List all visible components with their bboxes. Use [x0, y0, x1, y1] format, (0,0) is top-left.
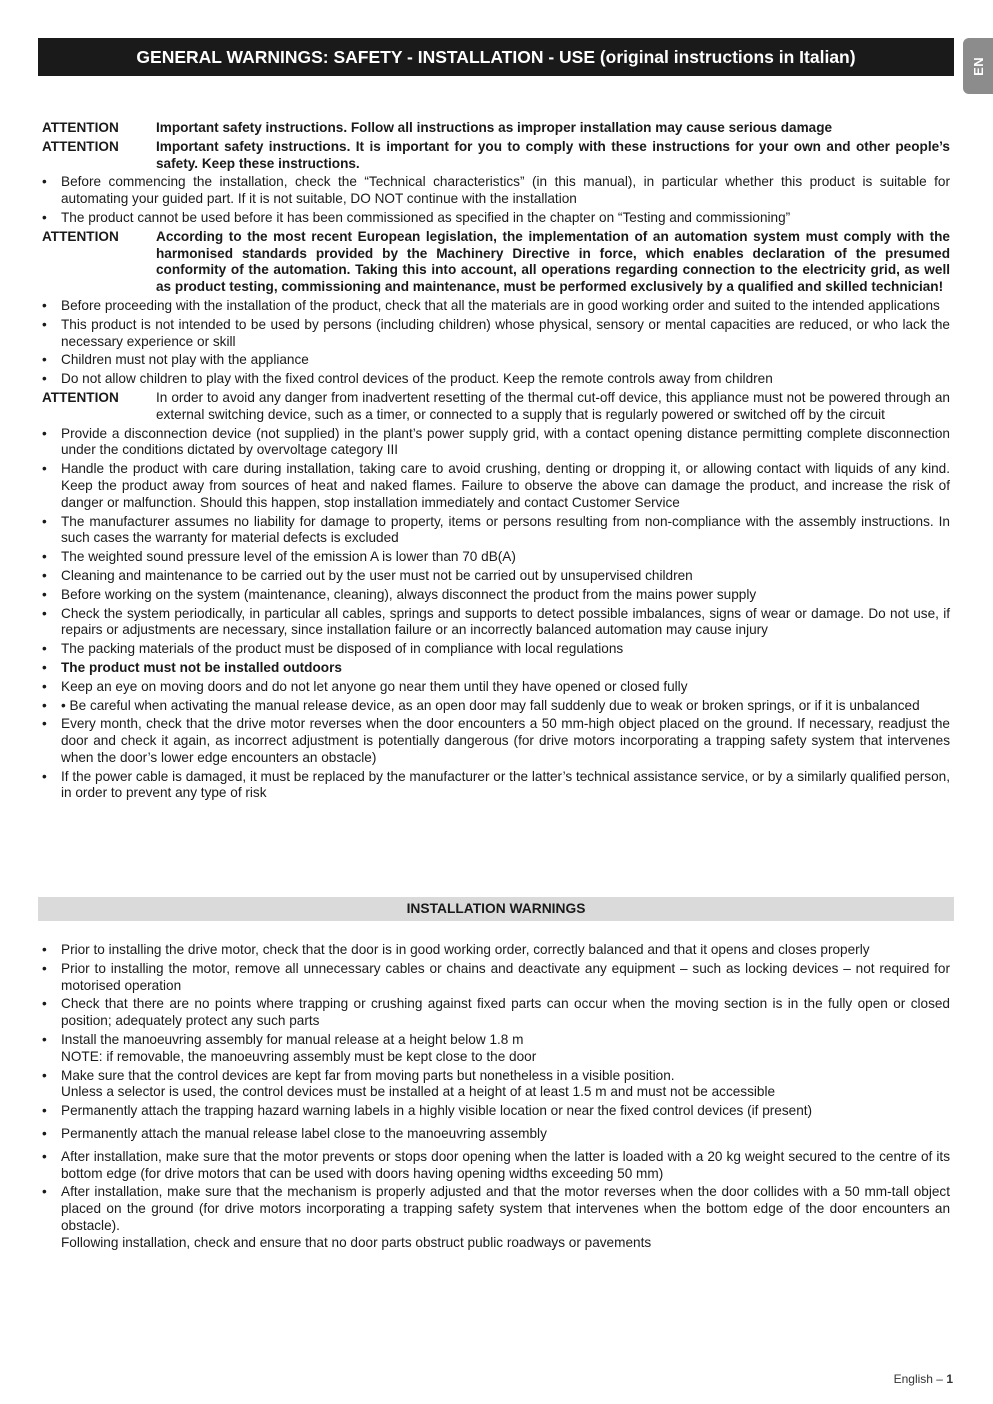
installation-item-body: [61, 1103, 950, 1120]
installation-warnings-heading: INSTALLATION WARNINGS: [38, 897, 954, 921]
bullet-point: •: [42, 297, 47, 313]
warning-text: Every month, check that the drive motor reverses when the door encounters a 50 mm-high object placed on the ground. If necessary, readjust the door and check it again, as incorrect adjustment is potentially dangerous (for drive motors incorporating a trapping safety system that intervenes when the door’s lower edge encounters an obstacle): [61, 716, 950, 765]
page-number: 1: [946, 1372, 953, 1386]
installation-note: Following installation, check and ensure that no door parts obstruct public roadways or pavements: [61, 1234, 652, 1250]
installation-text: Install the manoeuvring assembly for manual release at a height below 1.8 m: [61, 1031, 524, 1047]
warning-list-item: [42, 461, 950, 511]
warning-list-item: [42, 352, 950, 369]
attention-text: Important safety instructions. Follow all instructions as improper installation may cause serious damage: [156, 120, 833, 135]
installation-text: Make sure that the control devices are kept far from moving parts but nonetheless in a visible position.: [61, 1067, 675, 1083]
warning-list-item: [42, 641, 950, 658]
warning-text: Check the system periodically, in particular all cables, springs and supports to detect possible imbalances, signs of wear or damage. Do not use, if repairs or adjustments are necessary, since installation failure or an incorrectly balanced automation may cause injury: [61, 605, 950, 638]
attention-text: In order to avoid any danger from inadvertent resetting of the thermal cut-off device, this appliance must not be powered through an external switching device, such as a timer, or connected to a supply that is regularly powered or switched off by the circuit: [156, 389, 950, 422]
installation-text: After installation, make sure that the mechanism is properly adjusted and that the motor reverses when the door collides with a 50 mm-tall object placed on the ground (for drive motors incorporating a trapping safety system that intervenes when the bottom edge of the door encounters an obstacle).: [61, 1184, 950, 1233]
attention-text: Important safety instructions. It is important for you to comply with these instructions for your own and other people’s safety. Keep these instructions.: [156, 138, 950, 171]
attention-block: [42, 139, 950, 173]
installation-item-body: [61, 961, 950, 995]
warning-text: The packing materials of the product must be disposed of in compliance with local regulations: [61, 641, 624, 657]
installation-text: Permanently attach the manual release label close to the manoeuvring assembly: [61, 1125, 547, 1141]
installation-item-body: [61, 942, 950, 959]
bullet-point: •: [42, 461, 47, 477]
warning-list-item: [42, 660, 950, 677]
installation-list-item: [42, 942, 950, 959]
attention-label: ATTENTION: [42, 389, 119, 405]
bullet-point: •: [42, 1184, 47, 1200]
page-footer: [894, 1371, 953, 1388]
attention-block: [42, 229, 950, 296]
warning-text: Before proceeding with the installation of the product, check that all the materials are in good working order and suited to the intended applications: [61, 297, 940, 313]
warning-text: Cleaning and maintenance to be carried out by the user must not be carried out by unsupervised children: [61, 567, 693, 583]
warning-text: The manufacturer assumes no liability for damage to property, items or persons resulting from non-compliance with the assembly instructions. In such cases the warranty for material defects is excluded: [61, 513, 950, 546]
language-tab-label: EN: [971, 56, 987, 76]
warning-list-item: [42, 210, 950, 227]
warning-list-item: [42, 587, 950, 604]
bullet-point: •: [42, 586, 47, 602]
installation-list-item: [42, 1149, 950, 1183]
installation-list-item: [42, 996, 950, 1030]
attention-label: ATTENTION: [42, 138, 119, 154]
warning-list-item: [42, 426, 950, 460]
bullet-point: •: [42, 605, 47, 621]
warning-list-item: [42, 606, 950, 640]
warning-text: The weighted sound pressure level of the emission A is lower than 70 dB(A): [61, 549, 516, 565]
warning-text: The product cannot be used before it has been commissioned as specified in the chapter on “Testing and commissioning”: [61, 209, 791, 225]
warning-text: This product is not intended to be used by persons (including children) whose physical, sensory or mental capacities are reduced, or who lack the necessary experience or skill: [61, 316, 950, 349]
attention-label: ATTENTION: [42, 120, 119, 135]
installation-item-body: [61, 1068, 950, 1102]
bullet-point: •: [42, 1148, 47, 1164]
warning-list-item: [42, 698, 950, 715]
bullet-point: •: [42, 942, 47, 957]
installation-list-item: [42, 961, 950, 995]
warning-list-item: [42, 298, 950, 315]
installation-warnings-section: [42, 940, 950, 1252]
bullet-point: •: [42, 209, 47, 225]
warning-list-item: [42, 371, 950, 388]
bullet-point: •: [42, 513, 47, 529]
warning-text: Handle the product with care during installation, taking care to avoid crushing, denting or dropping it, or allowing contact with liquids of any kind. Keep the product away from sources of heat and naked flames. Failure to observe the above can damage the product, and increase the risk of danger or malfunction. Should this happen, stop installation immediately and contact Customer Service: [61, 461, 950, 510]
installation-text: Prior to installing the drive motor, check that the door is in good working order, correctly balanced and that it opens and closes properly: [61, 942, 870, 957]
installation-text: Permanently attach the trapping hazard warning labels in a highly visible location or near the fixed control devices (if present): [61, 1103, 813, 1119]
installation-text: Prior to installing the motor, remove all unnecessary cables or chains and deactivate any equipment – such as locking devices – not required for motorised operation: [61, 960, 950, 993]
safety-warnings-section: [42, 118, 950, 802]
warning-text: The product must not be installed outdoors: [61, 659, 342, 675]
installation-item-body: [61, 1149, 950, 1183]
bullet-point: •: [42, 697, 47, 713]
warning-list-item: [42, 174, 950, 208]
warning-text: • Be careful when activating the manual release device, as an open door may fall suddenly due to weak or broken springs, or if it is unbalanced: [61, 697, 920, 713]
bullet-point: •: [42, 1031, 47, 1047]
bullet-point: •: [42, 174, 47, 190]
warning-text: Before commencing the installation, check the “Technical characteristics” (in this manual), in particular whether this product is suitable for automating your guided part. If it is not suitable, DO NOT continue with the installation: [61, 174, 950, 207]
warning-list-item: [42, 514, 950, 548]
warning-text: Do not allow children to play with the fixed control devices of the product. Keep the remote controls away from children: [61, 371, 773, 387]
installation-list-item: [42, 1068, 950, 1102]
warning-text: Children must not play with the appliance: [61, 352, 309, 368]
warning-list-item: [42, 716, 950, 766]
installation-note: Unless a selector is used, the control devices must be installed at a height of at least 1.5 m and must not be accessible: [61, 1084, 776, 1100]
bullet-point: •: [42, 549, 47, 565]
language-tab: [963, 38, 993, 94]
installation-list-item: [42, 1184, 950, 1251]
bullet-point: •: [42, 316, 47, 332]
warning-text: If the power cable is damaged, it must be replaced by the manufacturer or the latter’s technical assistance service, or by a similarly qualified person, in order to prevent any type of risk: [61, 768, 950, 801]
page-title: GENERAL WARNINGS: SAFETY - INSTALLATION - USE (original instructions in Italian): [38, 38, 954, 76]
bullet-point: •: [42, 996, 47, 1012]
installation-text: Check that there are no points where trapping or crushing against fixed parts can occur when the moving section is in the fully open or closed position; adequately protect any such parts: [61, 996, 950, 1029]
installation-item-body: [61, 1032, 950, 1066]
attention-block: [42, 390, 950, 424]
bullet-point: •: [42, 641, 47, 657]
warning-list-item: [42, 679, 950, 696]
warning-list-item: [42, 568, 950, 585]
bullet-point: •: [42, 716, 47, 732]
bullet-point: •: [42, 1067, 47, 1083]
warning-list-item: [42, 769, 950, 803]
bullet-point: •: [42, 1125, 47, 1141]
installation-list-item: [42, 1032, 950, 1066]
footer-separator: –: [932, 1372, 947, 1386]
bullet-point: •: [42, 659, 47, 675]
warning-list-item: [42, 317, 950, 351]
attention-label: ATTENTION: [42, 228, 119, 244]
warning-list-item: [42, 549, 950, 566]
bullet-point: •: [42, 1103, 47, 1119]
bullet-point: •: [42, 768, 47, 784]
installation-list-item: [42, 1103, 950, 1120]
warning-text: Keep an eye on moving doors and do not let anyone go near them until they have opened or closed fully: [61, 678, 688, 694]
installation-list-item: [42, 1126, 950, 1143]
installation-item-body: [61, 1126, 950, 1143]
installation-text: After installation, make sure that the motor prevents or stops door opening when the latter is loaded with a 20 kg weight secured to the centre of its bottom edge (for drive motors that can be used with doors having opening widths exceeding 50 mm): [61, 1148, 950, 1181]
installation-item-body: [61, 996, 950, 1030]
warning-text: Before working on the system (maintenance, cleaning), always disconnect the product from the mains power supply: [61, 586, 757, 602]
footer-language: English: [893, 1372, 933, 1386]
bullet-point: •: [42, 352, 47, 368]
bullet-point: •: [42, 960, 47, 976]
installation-item-body: [61, 1184, 950, 1251]
bullet-point: •: [42, 567, 47, 583]
bullet-point: •: [42, 371, 47, 387]
bullet-point: •: [42, 678, 47, 694]
attention-text: According to the most recent European legislation, the implementation of an automation system must comply with the harmonised standards provided by the Machinery Directive in force, which enables declaration of the presumed conformity of the automation. Taking this into account, all operations regarding connection to the electricity grid, as well as product testing, commissioning and maintenance, must be performed exclusively by a qualified and skilled technician!: [156, 228, 950, 295]
warning-text: Provide a disconnection device (not supplied) in the plant’s power supply grid, with a contact opening distance permitting complete disconnection under the conditions dictated by overvoltage category III: [61, 425, 950, 458]
attention-block: [42, 120, 950, 137]
installation-note: NOTE: if removable, the manoeuvring assembly must be kept close to the door: [61, 1048, 537, 1064]
bullet-point: •: [42, 425, 47, 441]
